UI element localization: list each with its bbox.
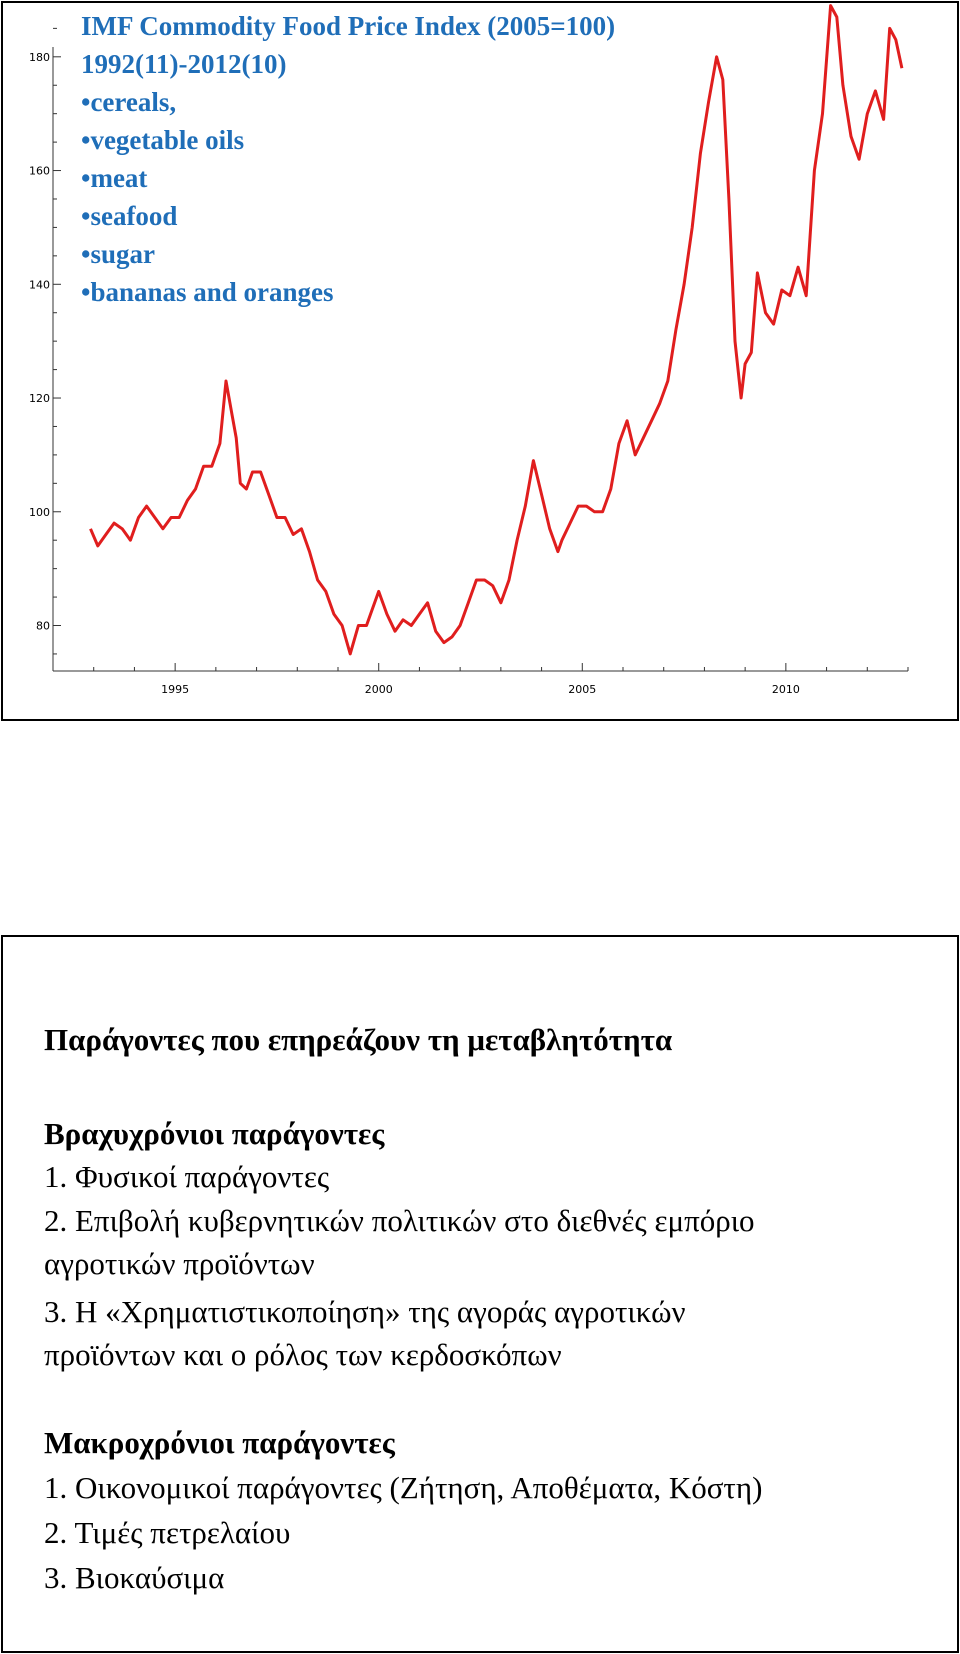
y-tick-label: 100 — [29, 505, 50, 519]
legend-item: •sugar — [81, 239, 155, 269]
chart-legend — [81, 7, 615, 311]
short-term-title: Βραχυχρόνιοι παράγοντες — [44, 1116, 385, 1151]
x-tick-label: 2005 — [568, 683, 597, 696]
long-term-line: 1. Οικονομικοί παράγοντες (Ζήτηση, Αποθέματα, Κόστη) — [44, 1470, 763, 1505]
short-term-line: προϊόντων και ο ρόλος των κερδοσκόπων — [44, 1337, 562, 1372]
legend-item: •vegetable oils — [81, 125, 245, 155]
short-term-line: 2. Επιβολή κυβερνητικών πολιτικών στο διεθνές εμπόριο — [44, 1203, 755, 1238]
long-term-line: 3. Βιοκαύσιμα — [44, 1560, 225, 1595]
chart-title: IMF Commodity Food Price Index (2005=100) — [81, 11, 616, 41]
short-term-line: 3. Η «Χρηματιστικοποίηση» της αγοράς αγροτικών — [44, 1294, 686, 1329]
legend-item: •bananas and oranges — [81, 277, 334, 307]
y-tick-label: 80 — [36, 619, 50, 633]
y-tick-label: 140 — [29, 278, 50, 292]
y-tick-label: 120 — [29, 392, 50, 406]
x-tick-label: 2000 — [364, 683, 393, 696]
chart-subtitle: 1992(11)-2012(10) — [81, 49, 287, 79]
x-tick-label: 1995 — [161, 683, 190, 696]
long-term-line: 2. Τιμές πετρελαίου — [44, 1515, 291, 1550]
short-term-line: 1. Φυσικοί παράγοντες — [44, 1159, 330, 1194]
page-heading: Παράγοντες που επηρεάζουν τη μεταβλητότητα — [44, 1022, 673, 1057]
y-tick-label: 180 — [29, 50, 50, 64]
long-term-title: Μακροχρόνιοι παράγοντες — [44, 1425, 395, 1460]
legend-item: •cereals, — [81, 87, 177, 117]
chart-panel — [1, 1, 959, 721]
y-tick-label: 160 — [29, 164, 50, 178]
legend-item: •seafood — [81, 201, 178, 231]
legend-item: •meat — [81, 163, 148, 193]
short-term-line: αγροτικών προϊόντων — [44, 1246, 315, 1281]
x-tick-label: 2010 — [771, 683, 800, 696]
